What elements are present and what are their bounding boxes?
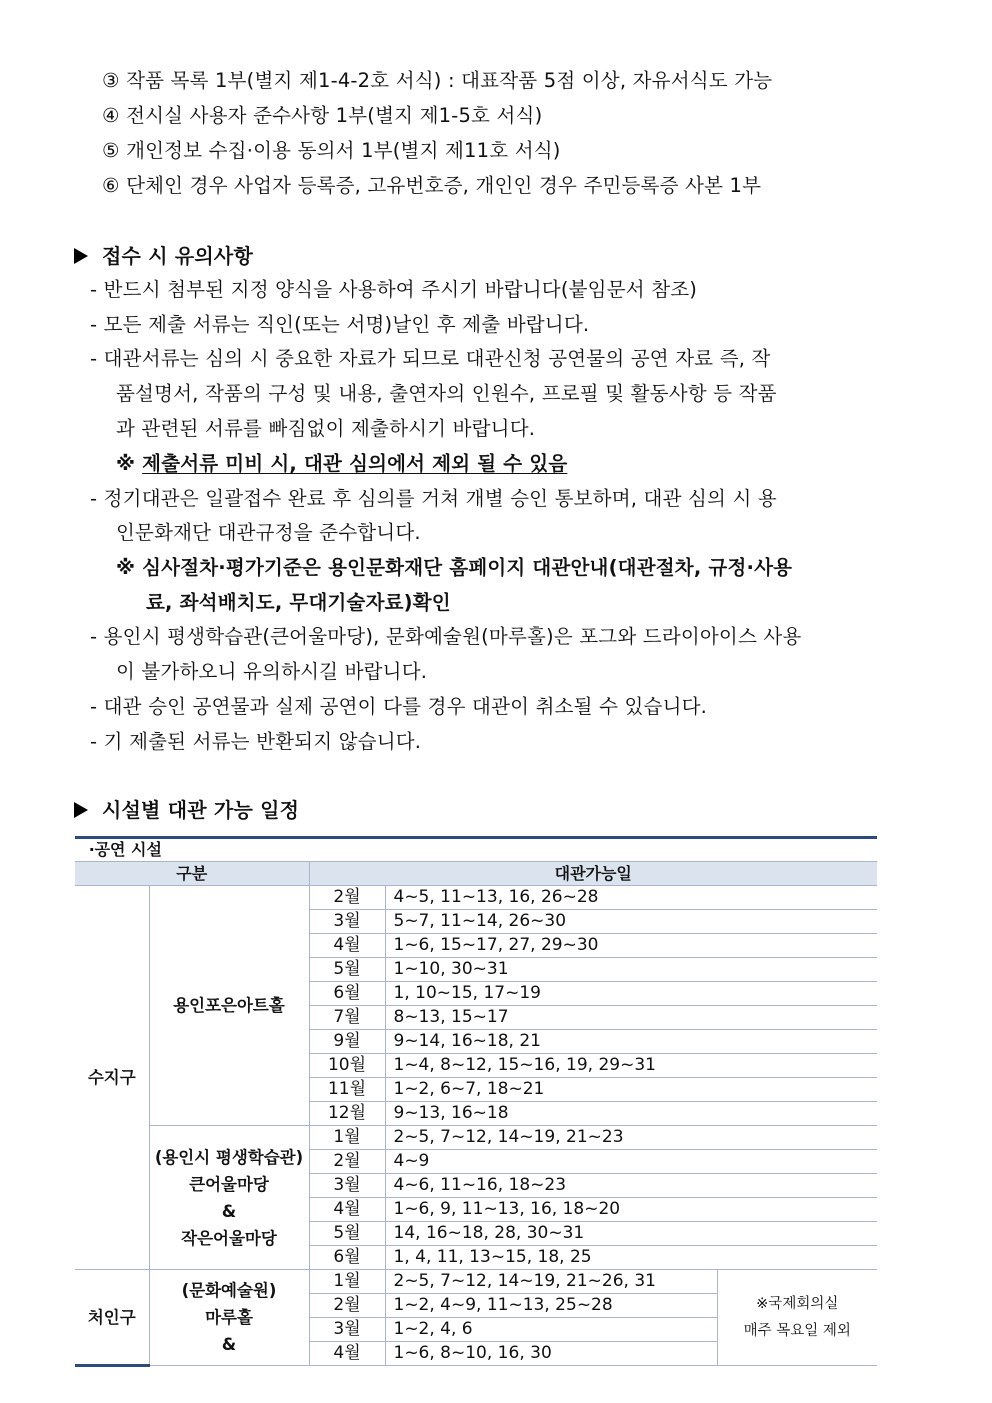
dates-cell: 4~6, 11~16, 18~23 — [385, 1174, 877, 1198]
month-cell: 2월 — [309, 1150, 385, 1174]
dates-cell: 4~9 — [385, 1150, 877, 1174]
attachment-item-4: ④ 전시실 사용자 준수사항 1부(별지 제1-5호 서식) — [102, 104, 543, 127]
notice-line: - 모든 제출 서류는 직인(또는 서명)날인 후 제출 바랍니다. — [90, 313, 590, 336]
notice-line: - 정기대관은 일괄접수 완료 후 심의를 거쳐 개별 승인 통보하며, 대관 심의 시 용 — [90, 487, 777, 510]
dates-cell: 1, 10~15, 17~19 — [385, 982, 877, 1006]
month-cell: 2월 — [309, 1294, 385, 1318]
dates-cell: 1~4, 8~12, 15~16, 19, 29~31 — [385, 1054, 877, 1078]
month-cell: 6월 — [309, 1246, 385, 1270]
facility-name-line: 마루홀 — [205, 1308, 253, 1327]
dates-cell: 5~7, 11~14, 26~30 — [385, 910, 877, 934]
triangle-bullet-icon — [74, 248, 88, 264]
month-cell: 3월 — [309, 1318, 385, 1342]
dates-cell: 1~6, 8~10, 16, 30 — [385, 1342, 717, 1366]
table-section-row — [75, 838, 877, 862]
month-cell: 4월 — [309, 934, 385, 958]
dates-cell: 14, 16~18, 28, 30~31 — [385, 1222, 877, 1246]
attachment-item-6: ⑥ 단체인 경우 사업자 등록증, 고유번호증, 개인인 경우 주민등록증 사본 1부 — [102, 174, 762, 197]
attachment-item-5: ⑤ 개인정보 수집·이용 동의서 1부(별지 제11호 서식) — [102, 139, 561, 162]
notice-reference-cont: 료, 좌석배치도, 무대기술자료)확인 — [146, 591, 451, 614]
notice-warning — [116, 451, 567, 477]
dates-cell: 4~5, 11~13, 16, 26~28 — [385, 886, 877, 910]
month-cell: 11월 — [309, 1078, 385, 1102]
facility-name-line: (용인시 평생학습관) — [154, 1147, 304, 1167]
month-cell: 2월 — [309, 886, 385, 910]
month-cell: 6월 — [309, 982, 385, 1006]
notice-line-cont: 품설명서, 작품의 구성 및 내용, 출연자의 인원수, 프로필 및 활동사항 등 작품 — [116, 382, 777, 405]
dates-cell: 9~14, 16~18, 21 — [385, 1030, 877, 1054]
table-row — [75, 1270, 877, 1294]
dates-cell: 1~6, 9, 11~13, 16, 18~20 — [385, 1198, 877, 1222]
section-heading-schedule — [74, 797, 299, 823]
notice-line: - 기 제출된 서류는 반환되지 않습니다. — [90, 730, 422, 753]
dates-cell: 1~2, 4~9, 11~13, 25~28 — [385, 1294, 717, 1318]
column-header-dates: 대관가능일 — [309, 862, 877, 886]
dates-cell: 1~10, 30~31 — [385, 958, 877, 982]
notice-line: - 용인시 평생학습관(큰어울마당), 문화예술원(마루홀)은 포그와 드라이아이스 사용 — [90, 625, 802, 648]
section-heading-text: 접수 시 유의사항 — [102, 244, 253, 268]
month-cell: 7월 — [309, 1006, 385, 1030]
facility-name-line: 큰어울마당 — [189, 1174, 269, 1194]
dates-cell: 8~13, 15~17 — [385, 1006, 877, 1030]
section-heading-notice — [74, 243, 253, 269]
month-cell: 5월 — [309, 958, 385, 982]
attachment-item-3: ③ 작품 목록 1부(별지 제1-4-2호 서식) : 대표작품 5점 이상, 자유서식도 가능 — [102, 69, 773, 92]
section-heading-text: 시설별 대관 가능 일정 — [102, 798, 300, 822]
reference-mark: ※ — [116, 452, 136, 475]
notice-line: - 대관서류는 심의 시 중요한 자료가 되므로 대관신청 공연물의 공연 자료 즉, 작 — [90, 347, 771, 370]
month-cell: 12월 — [309, 1102, 385, 1126]
facility-name-line: (문화예술원) — [181, 1281, 277, 1300]
table-section-label: ‧공연 시설 — [75, 838, 877, 862]
column-header-category: 구분 — [75, 862, 309, 886]
facility-name-line: & — [221, 1201, 237, 1221]
dates-cell: 2~5, 7~12, 14~19, 21~26, 31 — [385, 1270, 717, 1294]
remark-cell — [717, 1270, 877, 1366]
dates-cell: 1~2, 6~7, 18~21 — [385, 1078, 877, 1102]
table-row — [75, 1126, 877, 1150]
notice-line-cont: 인문화재단 대관규정을 준수합니다. — [116, 521, 421, 544]
facility-lifelong-learning-center — [149, 1126, 309, 1270]
month-cell: 10월 — [309, 1054, 385, 1078]
dates-cell: 1~2, 4, 6 — [385, 1318, 717, 1342]
month-cell: 4월 — [309, 1342, 385, 1366]
month-cell: 3월 — [309, 910, 385, 934]
notice-line-cont: 이 불가하오니 유의하시길 바랍니다. — [116, 660, 428, 683]
month-cell: 4월 — [309, 1198, 385, 1222]
notice-reference: ※ 심사절차·평가기준은 용인문화재단 홈페이지 대관안내(대관절차, 규정·사용 — [116, 556, 793, 579]
district-cheoin: 처인구 — [75, 1270, 149, 1366]
dates-cell: 1, 4, 11, 13~15, 18, 25 — [385, 1246, 877, 1270]
month-cell: 1월 — [309, 1270, 385, 1294]
facility-name-line: & — [221, 1335, 237, 1354]
triangle-bullet-icon — [74, 802, 88, 818]
month-cell: 3월 — [309, 1174, 385, 1198]
dates-cell: 1~6, 15~17, 27, 29~30 — [385, 934, 877, 958]
notice-line: - 반드시 첨부된 지정 양식을 사용하여 주시기 바랍니다(붙임문서 참조) — [90, 278, 698, 301]
remark-line: 매주 목요일 제외 — [743, 1322, 851, 1339]
notice-line-cont: 과 관련된 서류를 빠짐없이 제출하시기 바랍니다. — [116, 417, 536, 440]
dates-cell: 2~5, 7~12, 14~19, 21~23 — [385, 1126, 877, 1150]
month-cell: 9월 — [309, 1030, 385, 1054]
facility-poeun-art-hall: 용인포은아트홀 — [149, 886, 309, 1126]
facility-arts-center — [149, 1270, 309, 1366]
notice-line: - 대관 승인 공연물과 실제 공연이 다를 경우 대관이 취소될 수 있습니다. — [90, 695, 708, 718]
schedule-table — [75, 836, 877, 1367]
remark-line: ※국제회의실 — [756, 1295, 839, 1312]
month-cell: 1월 — [309, 1126, 385, 1150]
district-suji: 수지구 — [75, 886, 149, 1270]
notice-warning-text: 제출서류 미비 시, 대관 심의에서 제외 될 수 있음 — [142, 452, 568, 475]
dates-cell: 9~13, 16~18 — [385, 1102, 877, 1126]
table-row — [75, 886, 877, 910]
table-header-row — [75, 862, 877, 886]
month-cell: 5월 — [309, 1222, 385, 1246]
facility-name-line: 작은어울마당 — [181, 1228, 277, 1248]
